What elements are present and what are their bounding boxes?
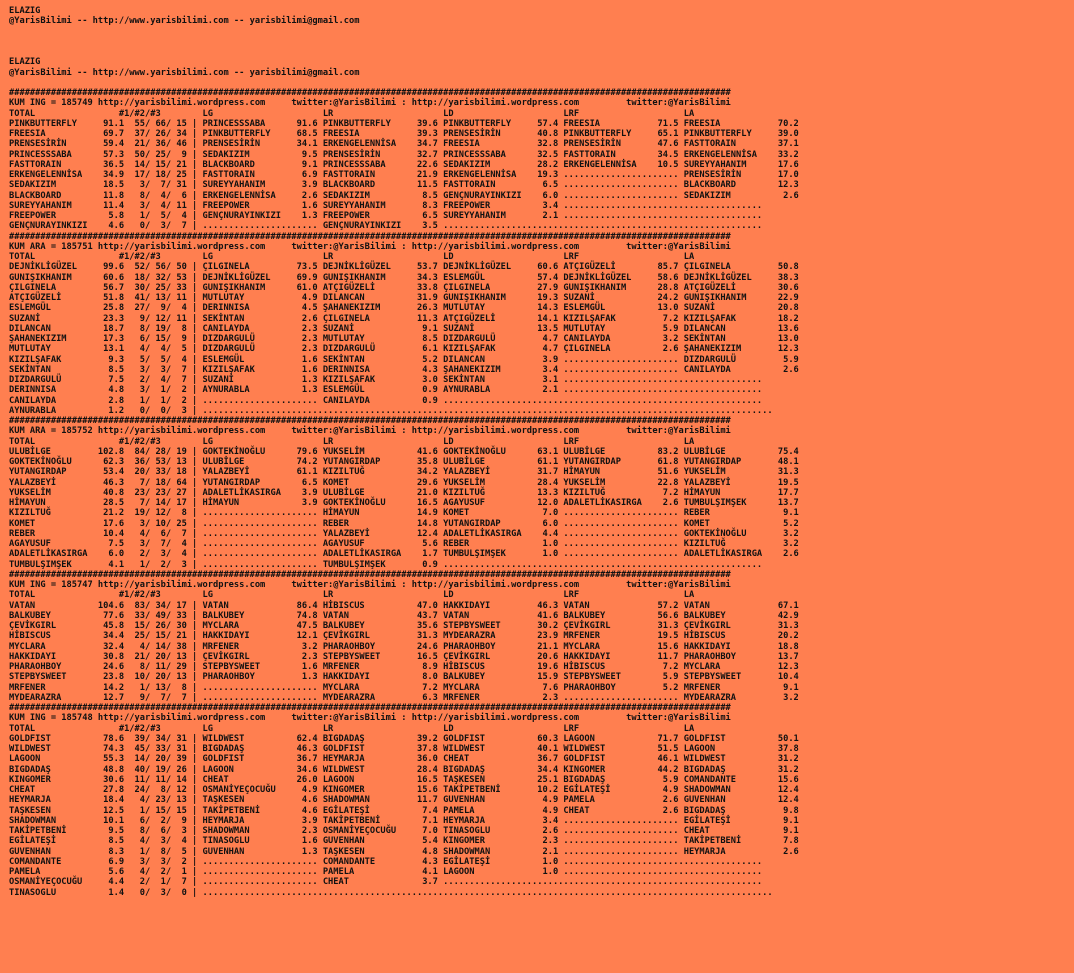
text-line: KIZILŞAFAK 9.3 5/ 5/ 4 | ESLEMGÜL 1.6 SEKİNTAN 5.2 DILANCAN 3.9 ...................... DIZDARGULÜ 5.9 — [9, 354, 799, 365]
text-line: ATÇIGÜZELİ 51.8 41/ 13/ 11 | MUTLUTAY 4.9 DILANCAN 31.9 GUNIŞIKHANIM 19.3 SUZANİ 24.2 GUNIŞIKHANIM 22.9 — [9, 293, 799, 303]
text-line: SUREYYAHANIM 11.4 3/ 4/ 11 | FREEPOWER 1.6 SUREYYAHANIM 8.3 FREEPOWER 3.4 ...................................... — [9, 200, 763, 211]
text-line: YALAZBEYİ 46.3 7/ 18/ 64 | YUTANGIRDAP 6.5 KOMET 29.6 YUKSELİM 28.4 YUKSELİM 22.8 YALAZBEYİ 19.5 — [9, 477, 799, 488]
text-line: ŞAHANEKIZIM 17.3 6/ 15/ 9 | DIZDARGULÜ 2.3 MUTLUTAY 8.5 DIZDARGULÜ 4.7 CANILAYDA 3.2 SEKİNTAN 13.0 — [9, 334, 799, 344]
text-line: YUKSELİM 40.8 23/ 23/ 27 | ADALETLİKASIRGA 3.9 ULUBİLGE 21.0 KIZILTUĞ 13.3 KIZILTUĞ 7.2 HİMAYUN 17.7 — [9, 487, 799, 498]
text-line: ELAZIG — [9, 57, 41, 68]
text-line: KINGOMER 30.6 11/ 11/ 14 | CHEAT 26.0 LAGOON 16.5 TAŞKESEN 25.1 BIGDADAŞ 5.9 COMANDANTE 15.6 — [9, 774, 799, 785]
text-line: ÇILGINELA 56.7 30/ 25/ 33 | GUNIŞIKHANIM 61.0 ATÇIGÜZELİ 33.8 ÇILGINELA 27.9 GUNIŞIKHANIM 28.8 ATÇIGÜZELİ 30.6 — [9, 282, 799, 293]
text-line: BLACKBOARD 11.8 8/ 4/ 6 | ERKENGELENNİSA 2.6 SEDAKIZIM 8.5 GENÇNURAYINKIZI 6.0 ...................... SEDAKIZIM 2.6 — [9, 190, 799, 201]
text-line: GOKTEKİNOĞLU 62.3 36/ 53/ 13 | ULUBİLGE 74.2 YUTANGIRDAP 35.8 ULUBİLGE 61.1 YUTANGIRDAP 61.8 YUTANGIRDAP 48.1 — [9, 457, 799, 467]
text-line: ADALETLİKASIRGA 6.0 2/ 3/ 4 | ...................... ADALETLİKASIRGA 1.7 TUMBULŞIMŞEK 1.0 ...................... ADALETLİKASIRGA 2.6 — [9, 549, 799, 560]
text-line[interactable]: KUM ING = 185748 http://yarisbilimi.wordpress.com twitter:@YarisBilimi : http://yarisbilimi.wordpress.com twitter:@YarisBilimi — [9, 713, 731, 724]
text-line: DEJNİKLİGÜZEL 99.6 52/ 56/ 50 | ÇILGINELA 73.5 DEJNİKLİGÜZEL 53.7 DEJNİKLİGÜZEL 60.6 ATÇIGÜZELİ 85.7 ÇILGINELA 50.8 — [9, 262, 799, 273]
text-line: TAKİPETBENİ 9.5 8/ 6/ 3 | SHADOWMAN 2.3 OSMANİYEÇOCUĞU 7.0 TINASOGLU 2.6 ...................... CHEAT 9.1 — [9, 826, 799, 836]
text-line: ESLEMGÜL 25.8 27/ 9/ 4 | DERINNISA 4.5 ŞAHANEKIZIM 26.3 MUTLUTAY 14.3 ESLEMGÜL 13.0 SUZANİ 20.8 — [9, 303, 799, 314]
text-line: ELAZIG — [9, 6, 41, 16]
text-line: TOTAL #1/#2/#3 LG LR LD LRF LA — [9, 436, 695, 447]
text-line[interactable]: KUM ING = 185747 http://yarisbilimi.wordpress.com twitter:@YarisBilimi : http://yarisbilimi.wordpress.com twitter:@YarisBilimi — [9, 580, 731, 590]
text-line: ########################################################################################################################################## — [9, 88, 731, 98]
text-line: DERINNISA 4.8 3/ 1/ 2 | AYNURABLA 1.3 ESLEMGÜL 0.9 AYNURABLA 2.1 ...................................... — [9, 385, 763, 396]
text-line: FREEPOWER 5.8 1/ 5/ 4 | GENÇNURAYINKIZI 1.3 FREEPOWER 6.5 SUREYYAHANIM 2.1 ...................................... — [9, 211, 763, 221]
text-line: HİMAYUN 28.5 7/ 14/ 17 | HİMAYUN 3.9 GOKTEKİNOĞLU 16.5 AGAYUSUF 12.0 ADALETLİKASIRGA 2.6 TUMBULŞIMŞEK 13.7 — [9, 498, 799, 508]
text-line: PRENSESİRİN 59.4 21/ 36/ 46 | PRENSESİRİN 34.1 ERKENGELENNİSA 34.7 FREESIA 32.8 PRENSESİRİN 47.6 FASTTORAIN 37.1 — [9, 139, 799, 150]
text-line: STEPBYSWEET 23.8 10/ 20/ 13 | PHARAOHBOY 1.3 HAKKIDAYI 8.0 BALKUBEY 15.9 STEPBYSWEET 5.9 STEPBYSWEET 10.4 — [9, 672, 799, 683]
text-line — [9, 37, 1074, 47]
text-line[interactable]: KUM ING = 185749 http://yarisbilimi.wordpress.com twitter:@YarisBilimi : http://yarisbilimi.wordpress.com twitter:@YarisBilimi — [9, 98, 731, 109]
text-line: ########################################################################################################################################## — [9, 416, 731, 426]
text-line: ULUBİLGE 102.8 84/ 28/ 19 | GOKTEKİNOĞLU 79.6 YUKSELİM 41.6 GOKTEKİNOĞLU 63.1 ULUBİLGE 83.2 ULUBİLGE 75.4 — [9, 446, 799, 457]
text-line: ########################################################################################################################################## — [9, 703, 731, 713]
text-line: HAKKIDAYI 30.8 21/ 20/ 13 | ÇEVİKGIRL 2.3 STEPBYSWEET 16.5 ÇEVİKGIRL 20.6 HAKKIDAYI 11.7 PHARAOHBOY 13.7 — [9, 651, 799, 662]
text-line: GOLDFIST 78.6 39/ 34/ 31 | WILDWEST 62.4 BIGDADAŞ 39.2 GOLDFIST 60.3 LAGOON 71.7 GOLDFIST 50.1 — [9, 733, 799, 744]
text-line: GUNIŞIKHANIM 60.6 18/ 32/ 53 | DEJNİKLİGÜZEL 69.9 GUNIŞIKHANIM 34.3 ESLEMGÜL 57.4 DEJNİKLİGÜZEL 58.6 DEJNİKLİGÜZEL 38.3 — [9, 272, 799, 283]
text-line: COMANDANTE 6.9 3/ 3/ 2 | ...................... COMANDANTE 4.3 EGİLATEŞİ 1.0 ...................................... — [9, 856, 763, 867]
text-line: EGİLATEŞİ 8.5 4/ 3/ 4 | TINASOGLU 1.6 GUVENHAN 5.4 KINGOMER 2.3 ...................... TAKİPETBENİ 7.8 — [9, 836, 799, 847]
text-line: ERKENGELENNİSA 34.9 17/ 18/ 25 | FASTTORAIN 6.9 FASTTORAIN 21.9 ERKENGELENNİSA 19.3 ...................... PRENSESİRİN 17.0 — [9, 170, 799, 180]
text-line: GENÇNURAYINKIZI 4.6 0/ 3/ 7 | ...................... GENÇNURAYINKIZI 3.5 ............................................................. — [9, 221, 763, 232]
text-line: YUTANGIRDAP 53.4 20/ 33/ 18 | YALAZBEYİ 61.1 KIZILTUĞ 34.2 YALAZBEYİ 31.7 HİMAYUN 51.6 YUKSELİM 31.3 — [9, 467, 799, 478]
text-line: HİBISCUS 34.4 25/ 15/ 21 | HAKKIDAYI 12.1 ÇEVİKGIRL 31.3 MYDEARAZRA 23.9 MRFENER 19.5 HİBISCUS 20.2 — [9, 631, 799, 642]
text-line: VATAN 104.6 83/ 34/ 17 | VATAN 86.4 HİBISCUS 47.0 HAKKIDAYI 46.3 VATAN 57.2 VATAN 67.1 — [9, 600, 799, 611]
text-line: SUZANİ 23.3 9/ 12/ 11 | SEKİNTAN 2.6 ÇILGINELA 11.3 ATÇIGÜZELİ 14.1 KIZILŞAFAK 7.2 KIZILŞAFAK 18.2 — [9, 313, 799, 324]
text-line: WILDWEST 74.3 45/ 33/ 31 | BIGDADAŞ 46.3 GOLDFIST 37.8 WILDWEST 40.1 WILDWEST 51.5 LAGOON 37.8 — [9, 744, 799, 754]
text-line: PAMELA 5.6 4/ 2/ 1 | ...................... PAMELA 4.1 LAGOON 1.0 ...................................... — [9, 867, 763, 877]
text-line: AGAYUSUF 7.5 3/ 7/ 4 | ...................... AGAYUSUF 5.6 REBER 1.0 ...................... KIZILTUĞ 3.2 — [9, 539, 799, 549]
text-line: TINASOGLU 1.4 0/ 3/ 0 | ............................................................................................................. — [9, 887, 773, 898]
text-line: PHARAOHBOY 24.6 8/ 11/ 29 | STEPBYSWEET 1.6 MRFENER 8.9 HİBISCUS 19.6 HİBISCUS 7.2 MYCLARA 12.3 — [9, 662, 799, 672]
text-line — [9, 27, 1074, 37]
text-line: DILANCAN 18.7 8/ 19/ 8 | CANILAYDA 2.3 SUZANİ 9.1 SUZANİ 13.5 MUTLUTAY 5.9 DILANCAN 13.6 — [9, 323, 799, 334]
text-line: REBER 10.4 4/ 6/ 7 | ...................... YALAZBEYİ 12.4 ADALETLİKASIRGA 4.4 ...................... GOKTEKİNOĞLU 3.2 — [9, 528, 799, 539]
text-line[interactable]: KUM ARA = 185752 http://yarisbilimi.wordpress.com twitter:@YarisBilimi : http://yarisbilimi.wordpress.com twitter:@YarisBilimi — [9, 426, 731, 437]
text-line — [9, 47, 1074, 57]
text-line: MYCLARA 32.4 4/ 14/ 38 | MRFENER 3.2 PHARAOHBOY 24.6 PHARAOHBOY 21.1 MYCLARA 15.6 HAKKIDAYI 18.8 — [9, 641, 799, 652]
text-line: KIZILTUĞ 21.2 19/ 12/ 8 | ...................... HİMAYUN 14.9 KOMET 7.0 ...................... REBER 9.1 — [9, 508, 799, 519]
text-line — [9, 78, 1074, 88]
text-line[interactable]: KUM ARA = 185751 http://yarisbilimi.wordpress.com twitter:@YarisBilimi : http://yarisbilimi.wordpress.com twitter:@YarisBilimi — [9, 241, 731, 252]
text-line: TOTAL #1/#2/#3 LG LR LD LRF LA — [9, 590, 695, 601]
text-line: TOTAL #1/#2/#3 LG LR LD LRF LA — [9, 252, 695, 262]
text-line: ÇEVİKGIRL 45.8 15/ 26/ 30 | MYCLARA 47.5 BALKUBEY 35.6 STEPBYSWEET 30.2 ÇEVİKGIRL 31.3 ÇEVİKGIRL 31.3 — [9, 621, 799, 631]
text-line[interactable]: @YarisBilimi -- http://www.yarisbilimi.com -- yarisbilimi@gmail.com — [9, 16, 360, 27]
text-line: MRFENER 14.2 1/ 13/ 8 | ...................... MYCLARA 7.2 MYCLARA 7.6 PHARAOHBOY 5.2 MRFENER 9.1 — [9, 682, 799, 693]
text-line: CANILAYDA 2.8 1/ 1/ 2 | ...................... CANILAYDA 0.9 ............................................................. — [9, 395, 763, 406]
text-line: PRINCESSSABA 57.3 50/ 25/ 9 | SEDAKIZIM 9.5 PRENSESİRİN 32.7 PRINCESSSABA 32.5 FASTTORAIN 34.5 ERKENGELENNİSA 33.2 — [9, 149, 799, 160]
text-line: CHEAT 27.8 24/ 8/ 12 | OSMANİYEÇOCUĞU 4.9 KINGOMER 15.6 TAKİPETBENİ 10.2 EGİLATEŞİ 4.9 SHADOWMAN 12.4 — [9, 785, 799, 795]
text-line: BIGDADAŞ 48.8 40/ 19/ 26 | LAGOON 34.6 WILDWEST 28.4 BIGDADAŞ 34.4 KINGOMER 44.2 BIGDADAŞ 31.2 — [9, 764, 799, 775]
text-line: BALKUBEY 77.6 33/ 49/ 33 | BALKUBEY 74.8 VATAN 43.7 VATAN 41.6 BALKUBEY 56.6 BALKUBEY 42.9 — [9, 610, 799, 621]
text-line: HEYMARJA 18.4 4/ 23/ 13 | TAŞKESEN 4.6 SHADOWMAN 11.7 GUVENHAN 4.9 PAMELA 2.6 GUVENHAN 12.4 — [9, 795, 799, 806]
text-line: TUMBULŞIMŞEK 4.1 1/ 2/ 3 | ...................... TUMBULŞIMŞEK 0.9 ............................................................. — [9, 559, 763, 570]
text-line: MUTLUTAY 13.1 4/ 4/ 5 | DIZDARGULÜ 2.3 DIZDARGULÜ 6.1 KIZILŞAFAK 4.7 ÇILGINELA 2.6 ŞAHANEKIZIM 12.3 — [9, 344, 799, 355]
text-line: KOMET 17.6 3/ 10/ 25 | ...................... REBER 14.8 YUTANGIRDAP 6.0 ...................... KOMET 5.2 — [9, 518, 799, 529]
text-line: TOTAL #1/#2/#3 LG LR LD LRF LA — [9, 723, 695, 734]
text-line: AYNURABLA 1.2 0/ 0/ 3 | ............................................................................................................. — [9, 405, 773, 416]
text-line: ########################################################################################################################################## — [9, 231, 731, 242]
text-line: SEDAKIZIM 18.5 3/ 7/ 31 | SUREYYAHANIM 3.9 BLACKBOARD 11.5 FASTTORAIN 6.5 ...................... BLACKBOARD 12.3 — [9, 180, 799, 191]
text-line: OSMANİYEÇOCUĞU 4.4 2/ 1/ 7 | ...................... CHEAT 3.7 ............................................................. — [9, 877, 763, 888]
text-line: SHADOWMAN 10.1 6/ 2/ 9 | HEYMARJA 3.9 TAKİPETBENİ 7.1 HEYMARJA 3.4 ...................... EGİLATEŞİ 9.1 — [9, 815, 799, 826]
text-line: TAŞKESEN 12.5 1/ 15/ 15 | TAKİPETBENİ 4.6 EGİLATEŞİ 7.4 PAMELA 4.9 CHEAT 2.6 BIGDADAŞ 9.8 — [9, 805, 799, 816]
text-line: ########################################################################################################################################## — [9, 569, 731, 580]
text-line: SEKİNTAN 8.5 3/ 3/ 7 | KIZILŞAFAK 1.6 DERINNISA 4.3 ŞAHANEKIZIM 3.4 ...................... CANILAYDA 2.6 — [9, 364, 799, 375]
text-line: FREESIA 69.7 37/ 26/ 34 | PINKBUTTERFLY 68.5 FREESIA 39.3 PRENSESİRİN 40.8 PINKBUTTERFLY 65.1 PINKBUTTERFLY 39.0 — [9, 129, 799, 139]
text-line: GUVENHAN 8.3 1/ 8/ 5 | GUVENHAN 1.3 TAŞKESEN 4.8 SHADOWMAN 2.1 ...................... HEYMARJA 2.6 — [9, 846, 799, 857]
text-line: DIZDARGULÜ 7.5 2/ 4/ 7 | SUZANİ 1.3 KIZILŞAFAK 3.0 SEKİNTAN 3.1 ...................................... — [9, 375, 763, 385]
text-line: LAGOON 55.3 14/ 20/ 39 | GOLDFIST 36.7 HEYMARJA 36.0 CHEAT 36.7 GOLDFIST 46.1 WILDWEST 31.2 — [9, 754, 799, 765]
text-line: PINKBUTTERFLY 91.1 55/ 66/ 15 | PRINCESSSABA 91.6 PINKBUTTERFLY 39.6 PINKBUTTERFLY 57.4 FREESIA 71.5 FREESIA 70.2 — [9, 118, 799, 129]
text-line: MYDEARAZRA 12.7 9/ 7/ 7 | ...................... MYDEARAZRA 6.3 MRFENER 2.3 ...................... MYDEARAZRA 3.2 — [9, 692, 799, 703]
text-line[interactable]: @YarisBilimi -- http://www.yarisbilimi.com -- yarisbilimi@gmail.com — [9, 67, 360, 78]
text-line: FASTTORAIN 36.5 14/ 15/ 21 | BLACKBOARD 9.1 PRINCESSSABA 22.6 SEDAKIZIM 28.2 ERKENGELENNİSA 10.5 SUREYYAHANIM 17.6 — [9, 159, 799, 170]
text-line: TOTAL #1/#2/#3 LG LR LD LRF LA — [9, 108, 695, 119]
